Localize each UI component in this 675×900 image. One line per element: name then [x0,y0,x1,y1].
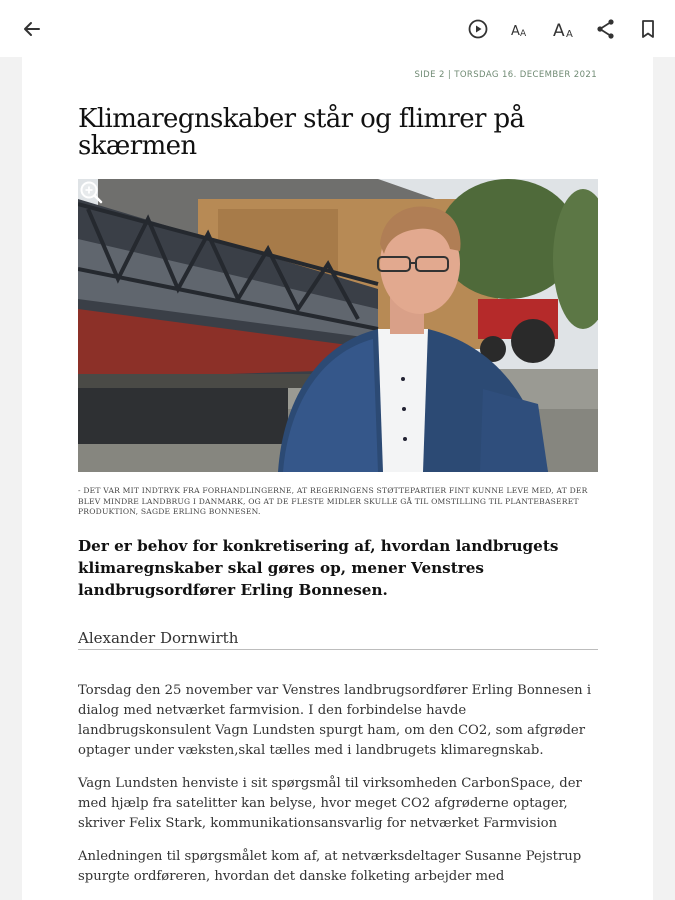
body-paragraph: Vagn Lundsten henviste i sit spørgsmål til virksomheden CarbonSpace, der med hjælp fra satelitter kan belyse, hvor meget CO2 afgrøderne optager, skriver Felix Stark, kommunikationsansvarlig for netværket Farmvision [78,776,582,831]
svg-text:A: A [511,24,520,39]
article-lead: Der er behov for konkretisering af, hvordan landbrugets klimaregnskaber skal gøres op, mener Venstres landbrugsordfører Erling Bonnesen. [78,537,559,599]
article-body [78,681,600,900]
play-circle-icon[interactable] [466,17,490,41]
top-toolbar [0,0,675,57]
body-paragraph: Anledningen til spørgsmålet kom af, at netværksdeltager Susanne Pejstrup spurgte ordføreren, hvordan det danske folketing arbejder med [78,849,582,884]
photo-illustration [78,179,598,472]
text-size-decrease-icon[interactable] [508,17,532,41]
text-size-increase-icon[interactable] [551,16,577,42]
svg-text:A: A [520,29,527,39]
arrow-left-icon[interactable] [20,17,44,41]
article-photo[interactable] [78,179,598,472]
bookmark-icon[interactable] [636,17,660,41]
article-page [22,57,653,900]
body-paragraph: Torsdag den 25 november var Venstres landbrugsordfører Erling Bonnesen i dialog med netværket farmvision. I den forbindelse havde landbrugskonsulent Vagn Lundsten spurgt ham, om den CO2, som afgrøder optager under væksten,skal tælles med i landbrugets klimaregnskab. [78,683,592,758]
zoom-in-icon[interactable] [78,179,104,205]
dateline: SIDE 2 | TORSDAG 16. DECEMBER 2021 [414,70,597,80]
article-headline: Klimaregnskaber står og flimrer på skærmen [78,104,525,161]
photo-caption: - DET VAR MIT INDTRYK FRA FORHANDLINGERNE, AT REGERINGENS STØTTEPARTIER FINT KUNNE LEVE MED, AT DER BLEV MINDRE LANDBRUG I DANMARK, OG AT DE FLESTE MIDLER SKULLE GÅ TIL OMSTILLING TIL PLANTEBASERET PRODUKTION, SAGDE ERLING BONNESEN. [78,486,588,517]
share-icon[interactable] [594,17,618,41]
svg-text:A: A [566,29,573,40]
article-author: Alexander Dornwirth [78,627,598,650]
svg-text:A: A [553,21,565,41]
